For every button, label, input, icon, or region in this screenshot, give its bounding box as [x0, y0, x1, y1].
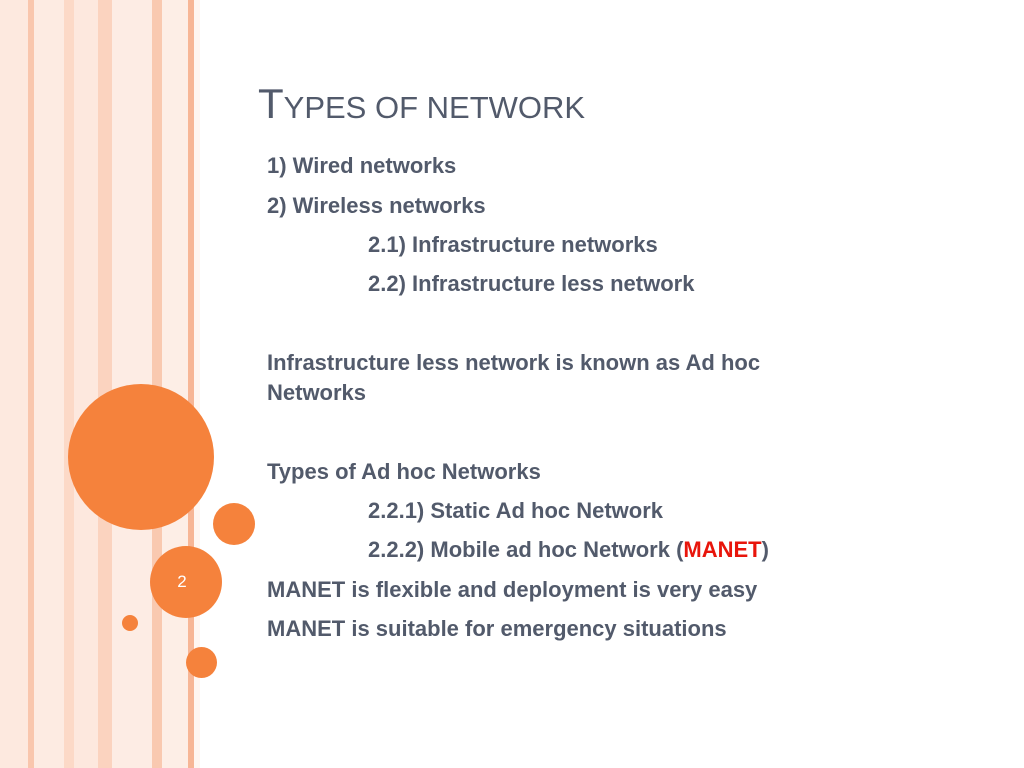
page-number: 2 — [177, 572, 187, 591]
closing-paren: ) — [761, 537, 769, 562]
list-item: 2.1) Infrastructure networks — [368, 232, 658, 257]
stripe — [98, 0, 112, 768]
list-item: MANET is flexible and deployment is very easy — [267, 577, 758, 602]
paragraph-line: Infrastructure less network is known as Ad hoc — [267, 350, 761, 375]
stripe — [74, 0, 98, 768]
paragraph-line: Networks — [267, 380, 367, 405]
tiny-circle-icon — [122, 615, 138, 631]
title-initial: T — [258, 80, 284, 127]
small-circle-icon — [213, 503, 255, 545]
small-circle-icon — [186, 647, 217, 678]
slide-title — [258, 80, 585, 128]
list-item: 2) Wireless networks — [267, 193, 486, 218]
list-item — [368, 535, 769, 565]
list-item-text: 2.2.2) Mobile ad hoc Network ( — [368, 537, 684, 562]
list-item: Types of Ad hoc Networks — [267, 459, 541, 484]
stripe — [64, 0, 74, 768]
title-rest: YPES OF NETWORK — [283, 90, 586, 125]
stripe — [34, 0, 64, 768]
list-item: 2.2.1) Static Ad hoc Network — [368, 498, 664, 523]
list-item: 2.2) Infrastructure less network — [368, 271, 695, 296]
stripe — [162, 0, 188, 768]
large-circle-icon — [68, 384, 214, 530]
list-item: 1) Wired networks — [267, 153, 457, 178]
decorative-stripes — [0, 0, 200, 768]
stripe — [152, 0, 162, 768]
stripe — [0, 0, 28, 768]
manet-highlight: MANET — [683, 537, 762, 562]
list-item: MANET is suitable for emergency situations — [267, 616, 727, 641]
